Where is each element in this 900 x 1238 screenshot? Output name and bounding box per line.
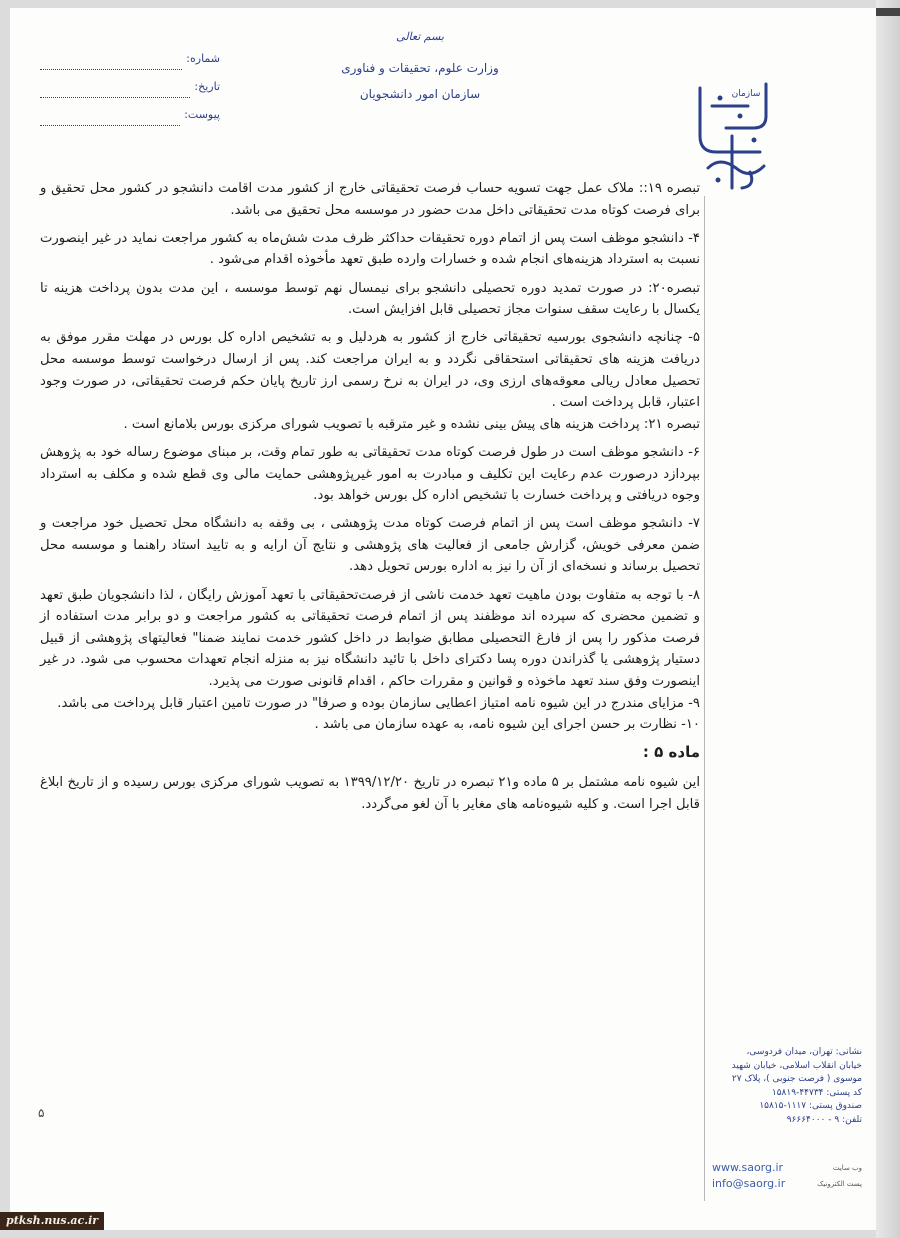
- basmala: بسم تعالی: [396, 30, 444, 43]
- clause-4: ۴- دانشجو موظف است پس از اتمام دوره تحقیقات حداکثر ظرف مدت شش‌ماه به کشور مراجعت نماید در غیر اینصورت نسبت به استرداد هزینه‌های انجام شده و خسارات وارده طبق تعهد مأخوذه اقدام می‌شود .: [40, 230, 700, 268]
- meta-number-label: شماره:: [186, 52, 220, 65]
- note-20: تبصره۲۰: در صورت تمدید دوره تحصیلی دانشجو برای نیمسال نهم توسط موسسه ، این مدت بدون پرداخت هزینه تا یکسال با رعایت سقف سنوات مجاز تحصیلی قابل افزایش است.: [40, 280, 700, 318]
- website-link[interactable]: www.saorg.ir: [712, 1161, 784, 1174]
- clause-8: ۸- با توجه به متفاوت بودن ماهیت تعهد خدمت ناشی از فرصت‌تحقیقاتی با تعهد آموزش رایگان ، لذا دانشجویان طبق تعهد و تضمین محضری که سپرده اند موظفند پس از اتمام فرصت تحقیقاتی به کشور مراجعت و دو برابر مدت استفاده از فرصت مذکور را پس از فارغ التحصیلی مطابق ضوابط در داخل کشور خدمت نمایند ضمنا" فعالیتهای پژوهشی از قبیل دستیار پژوهشی یا گذراندن دوره پسا دکترای داخل با تائید دانشگاه نیز به منزله انجام تعهدات محسوب می شود. در غیر اینصورت وفق سند تعهد ماخوذه و قوانین و مقررات حاکم ، اقدام قانونی صورت می پذیرد.: [40, 587, 700, 690]
- meta-attachment-dots: [40, 108, 180, 126]
- clause-9: ۹- مزایای مندرج در این شیوه نامه امتیاز اعطایی سازمان بوده و صرفا" در صورت تامین اعتبار قابل پرداخت می باشد.: [57, 695, 700, 711]
- meta-number-field: [40, 52, 220, 80]
- article-5-heading: ماده ۵ :: [642, 743, 700, 762]
- website-label: وب سایت: [832, 1164, 862, 1172]
- letterhead-divider: [704, 196, 705, 1201]
- meta-attachment-label: پیوست:: [184, 108, 220, 121]
- organization-logo: [690, 76, 776, 194]
- email-label: پست الکترونیک: [817, 1180, 862, 1188]
- meta-date-field: [40, 80, 220, 108]
- organization-name: سازمان امور دانشجویان: [359, 87, 481, 101]
- logo-text-top: سازمان: [731, 89, 761, 99]
- clause-10: ۱۰- نظارت بر حسن اجرای این شیوه نامه، به عهده سازمان می باشد .: [314, 717, 700, 733]
- letterhead: [300, 30, 540, 101]
- meta-date-label: تاریخ:: [194, 80, 220, 93]
- site-watermark: ptksh.nus.ac.ir: [0, 1212, 104, 1230]
- scan-edge: [876, 0, 900, 1238]
- postal-code: کد پستی: ۴۴۷۳۴-۱۵۸۱۹: [771, 1087, 862, 1098]
- meta-number-dots: [40, 52, 182, 70]
- po-box: صندوق پستی: ۱۱۱۷-۱۵۸۱۵: [759, 1101, 862, 1111]
- meta-date-dots: [40, 80, 190, 98]
- letter-meta-fields: [40, 52, 220, 136]
- clause-6: ۶- دانشجو موظف است در طول فرصت کوتاه مدت تحقیقاتی به طور تمام وقت، بر مبنای موضوع رساله خود به پژوهش بپردازد درصورت عدم رعایت این تکلیف و مبادرت به امور غیرپژوهشی حمایت مالی وی قطع شده و مکلف به استرداد وجوه دریافتی و پرداخت خسارت با تشخیص اداره کل بورس خواهد بود.: [40, 444, 700, 504]
- meta-attachment-field: [40, 108, 220, 136]
- footer-web: [712, 1160, 862, 1192]
- email-link[interactable]: info@saorg.ir: [712, 1177, 786, 1190]
- scan-corner-mark: [876, 8, 900, 16]
- phone: تلفن: ۹ - ۹۶۶۶۴۰۰۰: [786, 1114, 862, 1125]
- clause-5: ۵- چنانچه دانشجوی بورسیه تحقیقاتی خارج از کشور به هردلیل و به تشخیص اداره کل بورس در مهلت مقرر موفق به دریافت هزینه های تحقیقاتی استحقاقی نگردد و به ایران مراجعت کند. پس از ارسال درخواست توسط موسسه محل تحصیل معادل ریالی معوقه‌های ارزی وی، در ایران به نرخ رسمی ارز تاریخ پایان حکم فرصت تحقیقاتی، در صورت وجود اعتبار، قابل پرداخت است .: [40, 330, 700, 411]
- address-line: خیابان انقلاب اسلامی، خیابان شهید: [731, 1060, 862, 1071]
- document-body: [40, 178, 700, 822]
- final-paragraph: این شیوه نامه مشتمل بر ۵ ماده و۲۱ تبصره در تاریخ ۱۳۹۹/۱۲/۲۰ به تصویب شورای مرکزی بورس رسیده و از تاریخ ابلاغ قابل اجرا است. و کلیه شیوه‌نامه های مغایر با آن لغو می‌گردد.: [40, 775, 700, 812]
- address-line: نشانی: تهران، میدان فردوسی،: [746, 1047, 862, 1057]
- ministry-name: وزارت علوم، تحقیقات و فناوری: [341, 61, 499, 75]
- address-line: موسوی ( فرصت جنوبی )، پلاک ۲۷: [731, 1074, 862, 1084]
- page-number: ۵: [38, 1106, 45, 1120]
- note-21: تبصره ۲۱: پرداخت هزینه های پیش بینی نشده و غیر مترقبه با تصویب شورای مرکزی بورس بلامانع است .: [123, 416, 700, 432]
- footer-address: [712, 1046, 862, 1127]
- note-19: تبصره ۱۹:: ملاک عمل جهت تسویه حساب فرصت تحقیقاتی خارج از کشور مدت اقامت دانشجو در کشور محل تحقیق و برای فرصت کوتاه مدت تحقیقاتی داخل مدت حضور در موسسه محل تحقیق می باشد.: [40, 181, 701, 218]
- clause-7: ۷- دانشجو موظف است پس از اتمام فرصت کوتاه مدت پژوهشی ، بی وقفه به دانشگاه محل تحصیل خود مراجعت و ضمن معرفی خویش، گزارش جامعی از فعالیت های پژوهشی و نتایج آن ارایه و به تایید استاد راهنما و موسسه محل تحصیل برساند و نسخه‌ای از آن را نیز به اداره بورس تحویل دهد.: [40, 516, 700, 575]
